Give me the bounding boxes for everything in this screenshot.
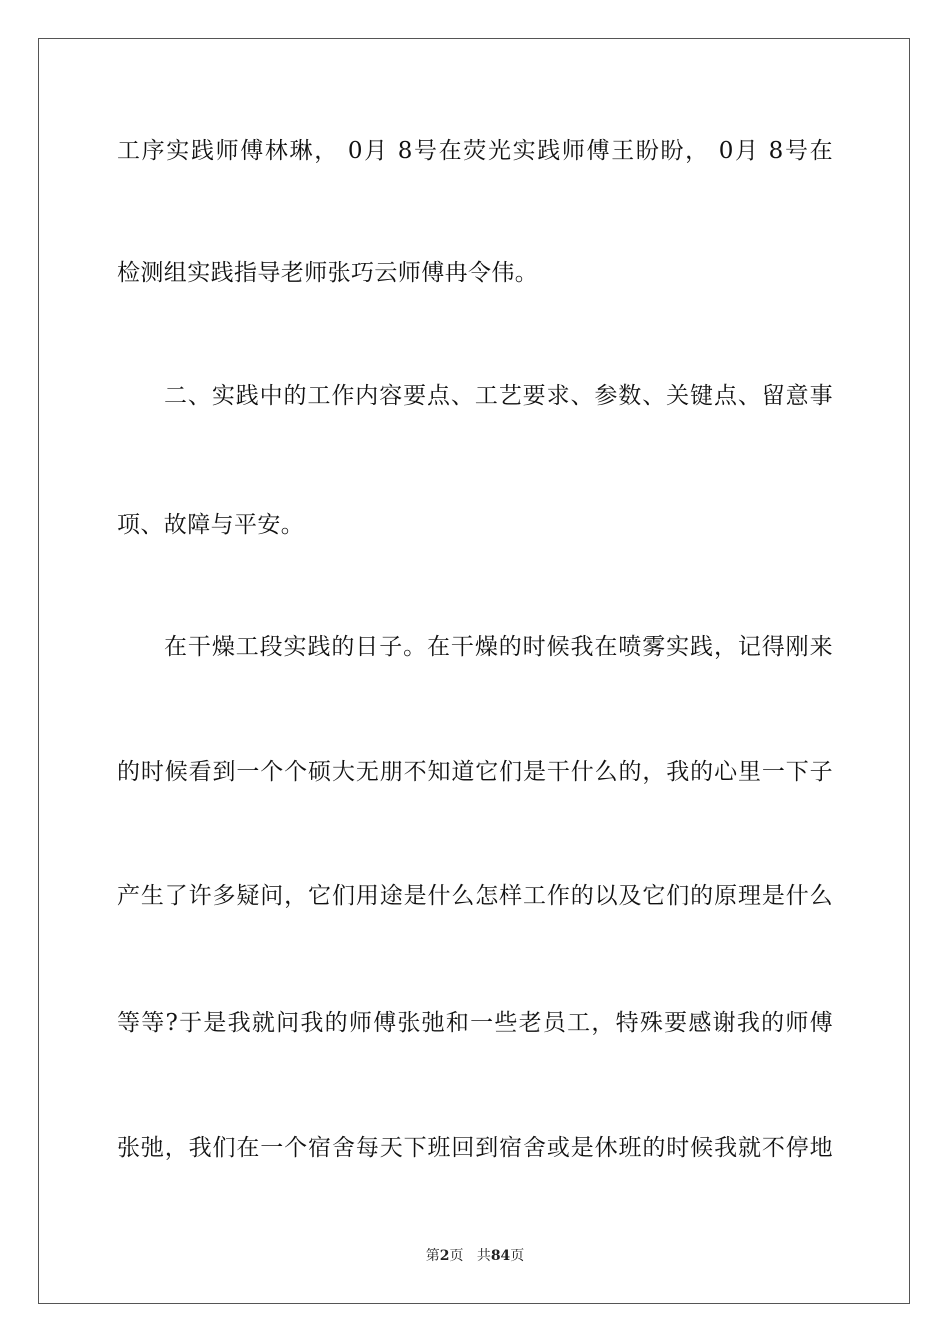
text-line-9: 张弛，我们在一个宿舍每天下班回到宿舍或是休班的时候我就不停地 (117, 1135, 833, 1161)
footer-page-suffix: 页 (449, 1248, 464, 1264)
footer-page-number: 2 (439, 1248, 450, 1264)
text-line-1: 工序实践师傅林琳， 0月 8号在荧光实践师傅王盼盼， 0月 8号在 (117, 138, 833, 164)
text-line-7: 产生了许多疑问，它们用途是什么怎样工作的以及它们的原理是什么 (117, 883, 833, 909)
footer-page-prefix: 第 (425, 1248, 440, 1264)
page-footer (0, 1247, 950, 1265)
footer-total-prefix: 共 (476, 1248, 491, 1264)
text-line-8: 等等?于是我就问我的师傅张弛和一些老员工，特殊要感谢我的师傅 (117, 1010, 833, 1036)
text-line-3: 二、实践中的工作内容要点、工艺要求、参数、关键点、留意事 (164, 383, 833, 409)
text-line-5: 在干燥工段实践的日子。在干燥的时候我在喷雾实践，记得刚来 (164, 634, 833, 660)
footer-total-suffix: 页 (510, 1248, 525, 1264)
page-border (38, 38, 910, 1304)
footer-total-number: 84 (490, 1248, 511, 1264)
text-line-4: 项、故障与平安。 (117, 512, 305, 538)
text-line-2: 检测组实践指导老师张巧云师傅冉令伟。 (117, 260, 539, 286)
text-line-6: 的时候看到一个个硕大无朋不知道它们是干什么的，我的心里一下子 (117, 759, 833, 785)
